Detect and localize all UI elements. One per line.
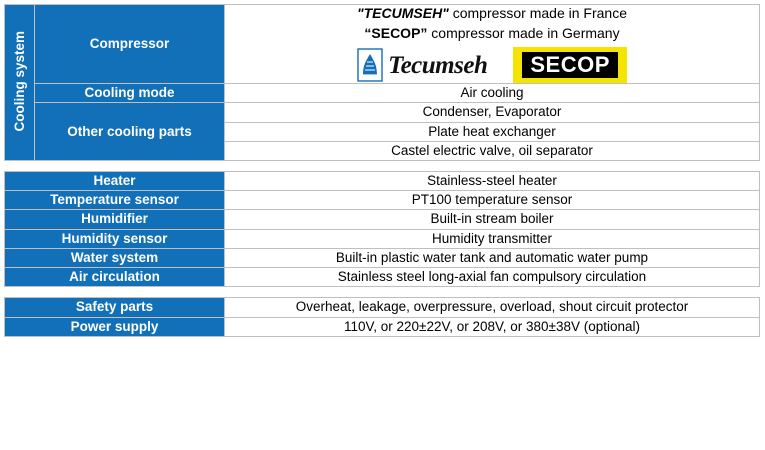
row-label-heater: Heater	[5, 171, 225, 190]
table-row	[5, 84, 760, 103]
row-value-other-cooling-parts-1: Condenser, Evaporator	[225, 103, 760, 122]
table-row	[5, 103, 760, 122]
table-row	[5, 229, 760, 248]
table-row	[5, 210, 760, 229]
row-value-temperature-sensor: PT100 temperature sensor	[225, 191, 760, 210]
section-label-cooling-system: Cooling system	[5, 5, 35, 161]
row-value-water-system: Built-in plastic water tank and automatic water pump	[225, 248, 760, 267]
table-row	[5, 191, 760, 210]
row-label-water-system: Water system	[5, 248, 225, 267]
table-row	[5, 5, 760, 84]
secop-wordmark: SECOP	[522, 52, 618, 78]
compressor-brand-tecumseh: "TECUMSEH"	[356, 5, 449, 21]
row-label-humidity-sensor: Humidity sensor	[5, 229, 225, 248]
row-label-other-cooling-parts: Other cooling parts	[35, 103, 225, 161]
table-row	[5, 317, 760, 336]
row-label-air-circulation: Air circulation	[5, 268, 225, 287]
row-label-safety-parts: Safety parts	[5, 298, 225, 317]
compressor-line-1	[225, 5, 759, 21]
row-value-heater: Stainless-steel heater	[225, 171, 760, 190]
cooling-system-table	[4, 4, 760, 161]
row-value-other-cooling-parts-2: Plate heat exchanger	[225, 122, 760, 141]
compressor-brand-secop: “SECOP”	[364, 25, 428, 41]
compressor-origin-germany: compressor made in Germany	[427, 25, 620, 41]
table-row	[5, 248, 760, 267]
logo-row	[225, 47, 759, 83]
row-value-other-cooling-parts-3: Castel electric valve, oil separator	[225, 141, 760, 160]
row-value-humidifier: Built-in stream boiler	[225, 210, 760, 229]
block-gap-2	[4, 287, 760, 297]
row-value-cooling-mode: Air cooling	[225, 84, 760, 103]
row-value-power-supply: 110V, or 220±22V, or 208V, or 380±38V (optional)	[225, 317, 760, 336]
table-row	[5, 171, 760, 190]
compressor-line-2	[225, 25, 759, 41]
row-label-cooling-mode: Cooling mode	[35, 84, 225, 103]
secop-logo	[513, 47, 627, 83]
compressor-value-cell	[225, 5, 760, 84]
tecumseh-wordmark: Tecumseh	[388, 51, 488, 79]
row-label-compressor: Compressor	[35, 5, 225, 84]
row-value-safety-parts: Overheat, leakage, overpressure, overload, shout circuit protector	[225, 298, 760, 317]
row-value-air-circulation: Stainless steel long-axial fan compulsory circulation	[225, 268, 760, 287]
row-label-temperature-sensor: Temperature sensor	[5, 191, 225, 210]
row-label-power-supply: Power supply	[5, 317, 225, 336]
tecumseh-logo	[357, 48, 487, 82]
row-label-humidifier: Humidifier	[5, 210, 225, 229]
block-gap-1	[4, 161, 760, 171]
table-row	[5, 268, 760, 287]
table-row	[5, 298, 760, 317]
compressor-origin-france: compressor made in France	[448, 5, 628, 21]
tecumseh-emblem-icon	[357, 48, 383, 82]
safety-table	[4, 297, 760, 336]
row-value-humidity-sensor: Humidity transmitter	[225, 229, 760, 248]
components-table	[4, 171, 760, 287]
